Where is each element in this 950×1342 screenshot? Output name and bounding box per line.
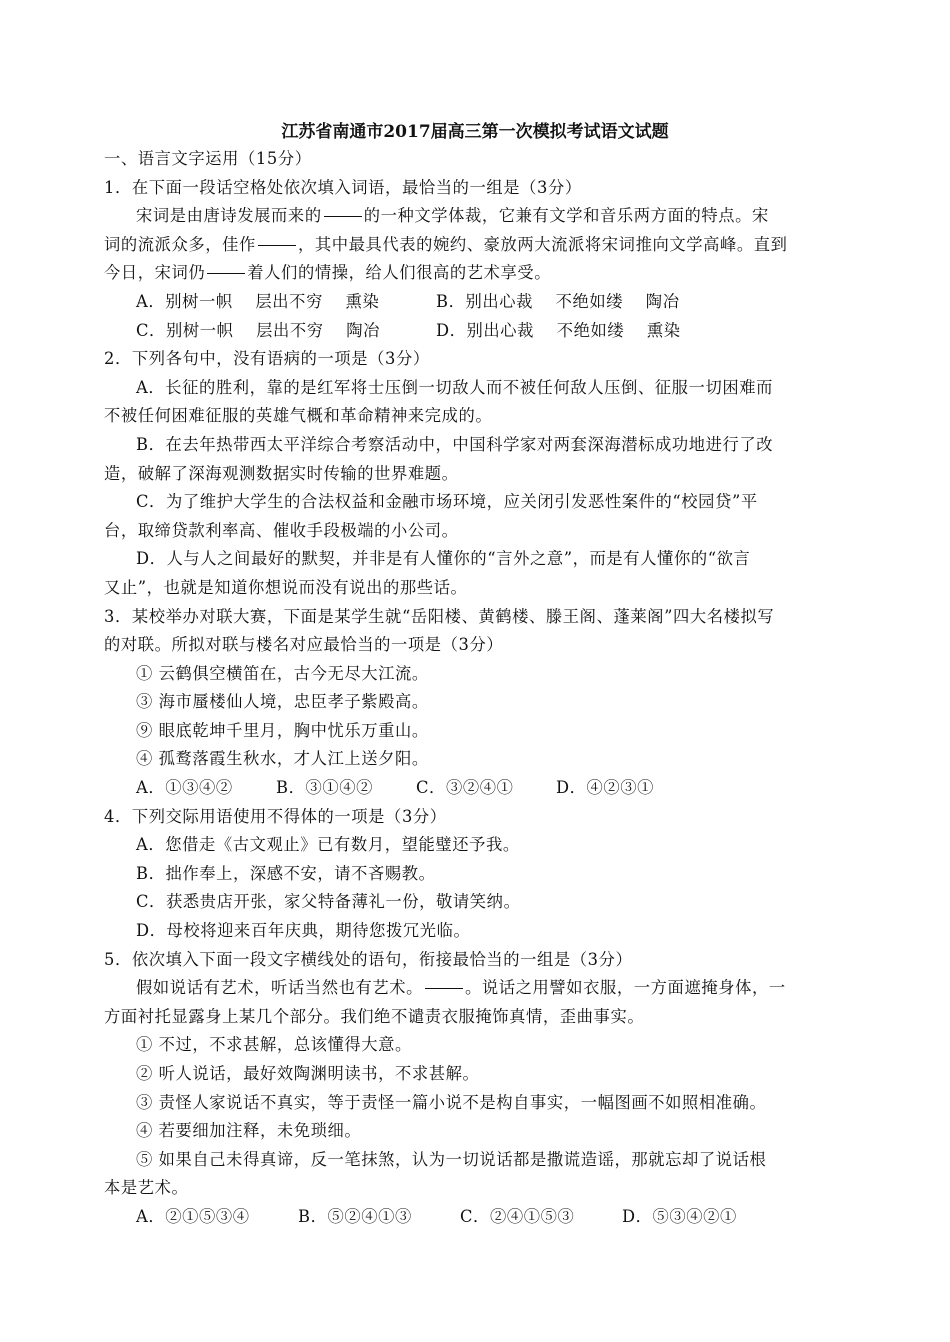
q5-item: ④ 若要细加注释，未免琐细。 xyxy=(136,1121,362,1141)
q5-passage-line: 假如说话有艺术，听话当然也有艺术。 。说话之用譬如衣服，一方面遮掩身体，一 xyxy=(136,978,786,998)
q5-item: ③ 责怪人家说话不真实，等于责怪一篇小说不是构自事实，一幅图画不如照相准确。 xyxy=(136,1092,767,1112)
q1-option-d: D．别出心裁 不绝如缕 熏染 xyxy=(436,320,681,340)
q3-option-d: D．④②③① xyxy=(556,778,655,798)
q1-passage-line: 宋词是由唐诗发展而来的 的一种文学体裁，它兼有文学和音乐两方面的特点。宋 xyxy=(136,206,769,226)
q2-option-a: A．长征的胜利，靠的是红军将士压倒一切敌人而不被任何敌人压倒、征服一切困难而 xyxy=(136,377,773,397)
fill-blank xyxy=(425,987,463,989)
fill-blank xyxy=(258,244,296,246)
q4-stem: 4．下列交际用语使用不得体的一项是（3分） xyxy=(104,806,447,826)
fill-blank xyxy=(324,215,362,217)
q5-item: ⑤ 如果自己未得真谛，反一笔抹煞，认为一切说话都是撒谎造谣，那就忘却了说话根 xyxy=(136,1149,767,1169)
q4-option-a: A．您借走《古文观止》已有数月，望能璧还予我。 xyxy=(136,835,520,855)
q3-option-b: B．③①④② xyxy=(276,778,373,798)
q5-item: ① 不过，不求甚解，总该懂得大意。 xyxy=(136,1035,412,1055)
q1-options-row xyxy=(104,317,854,346)
q5-stem: 5．依次填入下面一段文字横线处的语句，衔接最恰当的一组是（3分） xyxy=(104,949,633,969)
q5-option-c: C．②④①⑤③ xyxy=(460,1206,575,1226)
q1-options-row xyxy=(104,288,854,317)
q3-item: ⑨ 眼底乾坤千里月，胸中忧乐万重山。 xyxy=(136,720,429,740)
section-heading: 一、语言文字运用（15分） xyxy=(104,149,312,168)
q4-option-b: B．拙作奉上，深感不安，请不吝赐教。 xyxy=(136,863,436,883)
exam-content xyxy=(104,145,854,1232)
q5-options-row xyxy=(104,1203,854,1232)
q3-option-a: A．①③④② xyxy=(136,778,233,798)
q3-item: ④ 孤鹜落霞生秋水，才人江上送夕阳。 xyxy=(136,749,429,769)
q2-option-b-cont: 造，破解了深海观测数据实时传输的世界难题。 xyxy=(104,463,459,483)
q1-passage-line: 今日，宋词仍 着人们的情操，给人们很高的艺术享受。 xyxy=(104,263,552,283)
q1-option-b: B．别出心裁 不绝如缕 陶冶 xyxy=(436,291,680,311)
fill-blank xyxy=(207,272,245,274)
q5-item-cont: 本是艺术。 xyxy=(104,1178,189,1198)
q5-option-a: A．②①⑤③④ xyxy=(136,1206,250,1226)
q5-option-b: B．⑤②④①③ xyxy=(298,1206,412,1226)
q2-option-d-cont: 又止”，也就是知道你想说而没有说出的那些话。 xyxy=(104,577,468,597)
q2-stem: 2．下列各句中，没有语病的一项是（3分） xyxy=(104,349,430,369)
q3-item: ① 云鹤俱空横笛在，古今无尽大江流。 xyxy=(136,663,429,683)
q4-option-c: C．获悉贵店开张，家父特备薄礼一份，敬请笑纳。 xyxy=(136,892,521,912)
q5-option-d: D．⑤③④②① xyxy=(622,1206,737,1226)
q1-option-c: C．别树一帜 层出不穷 陶冶 xyxy=(136,320,381,340)
q3-options-row xyxy=(104,774,854,803)
q4-option-d: D．母校将迎来百年庆典，期待您拨冗光临。 xyxy=(136,921,471,941)
q3-stem-cont: 的对联。所拟对联与楼名对应最恰当的一项是（3分） xyxy=(104,635,504,655)
q3-option-c: C．③②④① xyxy=(416,778,514,798)
q2-option-b: B．在去年热带西太平洋综合考察活动中，中国科学家对两套深海潜标成功地进行了改 xyxy=(136,434,774,454)
q1-option-a: A．别树一帜 层出不穷 熏染 xyxy=(136,291,380,311)
q1-stem: 1．在下面一段话空格处依次填入词语，最恰当的一组是（3分） xyxy=(104,177,582,197)
q2-option-c-cont: 台，取缔贷款利率高、催收手段极端的小公司。 xyxy=(104,520,459,540)
q2-option-d: D．人与人之间最好的默契，并非是有人懂你的“言外之意”，而是有人懂你的“欲言 xyxy=(136,549,751,569)
q1-passage-line: 词的流派众多，佳作 ，其中最具代表的婉约、豪放两大流派将宋词推向文学高峰。直到 xyxy=(104,234,788,254)
q2-option-c: C．为了维护大学生的合法权益和金融市场环境，应关闭引发恶性案件的“校园贷”平 xyxy=(136,492,758,512)
q5-item: ② 听人说话，最好效陶渊明读书，不求甚解。 xyxy=(136,1064,480,1083)
document-title: 江苏省南通市2017届高三第一次模拟考试语文试题 xyxy=(281,122,669,142)
q5-passage-line: 方面衬托显露身上某几个部分。我们绝不谴责衣服掩饰真情，歪曲事实。 xyxy=(104,1006,645,1026)
q2-option-a-cont: 不被任何困难征服的英雄气概和革命精神来完成的。 xyxy=(104,406,493,426)
q3-item: ③ 海市蜃楼仙人境，忠臣孝子紫殿高。 xyxy=(136,692,429,712)
q3-stem: 3．某校举办对联大赛，下面是某学生就“岳阳楼、黄鹤楼、滕王阁、蓬莱阁”四大名楼拟写 xyxy=(104,606,775,626)
